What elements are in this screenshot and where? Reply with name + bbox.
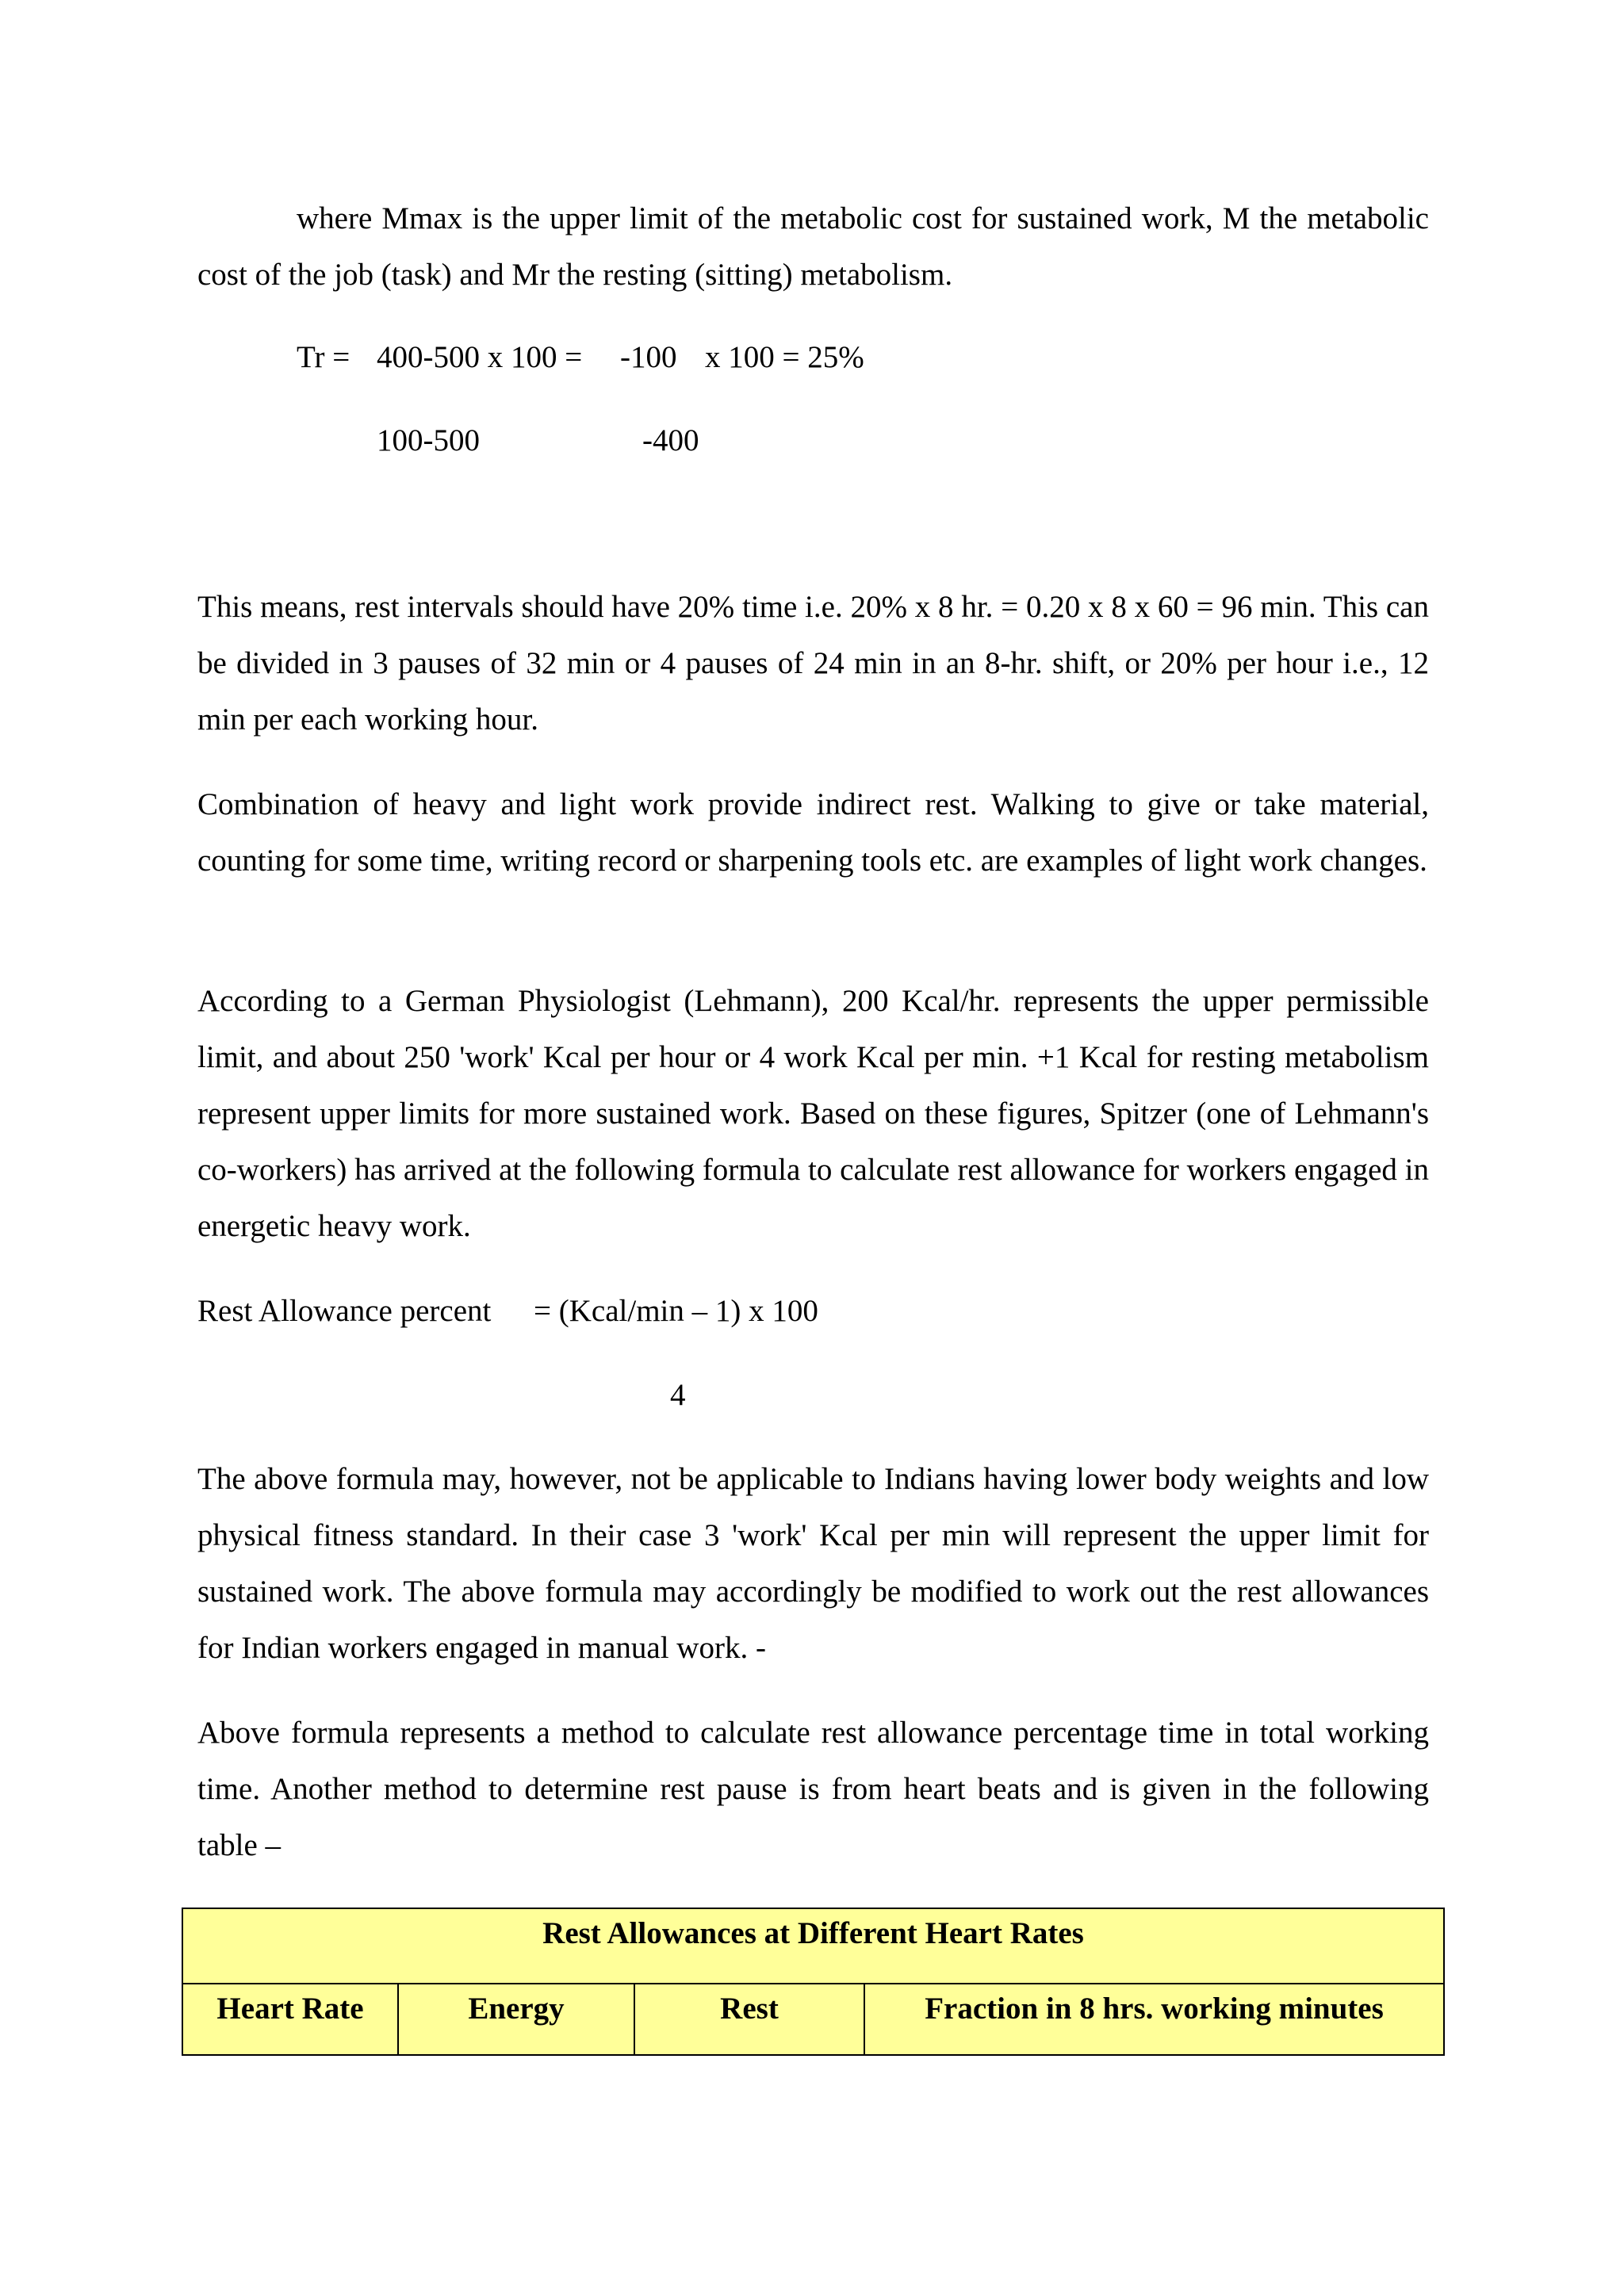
- header-heart-rate: Heart Rate: [182, 1984, 398, 2055]
- paragraph-indians: The above formula may, however, not be applicable to Indians having lower body weights and low physical fitness standard. In their case 3 'work' Kcal per min will represent the upper limit for sustained work. The above formula may accordingly be modified to work out the rest allowances for Indian workers engaged in manual work. -: [197, 1462, 1429, 1665]
- tr-formula-result-numerator: -100: [620, 340, 677, 374]
- table-title-row: [182, 1908, 1444, 1984]
- paragraph-german-physiologist: According to a German Physiologist (Lehmann), 200 Kcal/hr. represents the upper permissible limit, and about 250 'work' Kcal per hour or 4 work Kcal per min. +1 Kcal for resting metabolism represent upper limits for more sustained work. Based on these figures, Spitzer (one of Lehmann's co-workers) has arrived at the following formula to calculate rest allowance for workers engaged in energetic heavy work.: [197, 984, 1429, 1243]
- header-energy: Energy: [398, 1984, 634, 2055]
- header-fraction: Fraction in 8 hrs. working minutes: [864, 1984, 1444, 2055]
- rest-allowances-table: [182, 1908, 1445, 2056]
- table-title: Rest Allowances at Different Heart Rates: [182, 1908, 1444, 1984]
- paragraph-rest-intervals: This means, rest intervals should have 20% time i.e. 20% x 8 hr. = 0.20 x 8 x 60 = 96 min. This can be divided in 3 pauses of 32 min or 4 pauses of 24 min in an 8-hr. shift, or 20% per hour i.e., 12 min per each working hour.: [197, 590, 1429, 737]
- paragraph-where-clause: where Mmax is the upper limit of the metabolic cost for sustained work, M the metabolic cost of the job (task) and Mr the resting (sitting) metabolism.: [197, 201, 1429, 292]
- paragraph-combination: Combination of heavy and light work provide indirect rest. Walking to give or take material, counting for some time, writing record or sharpening tools etc. are examples of light work changes.: [197, 787, 1429, 878]
- paragraph-another-method: Above formula represents a method to calculate rest allowance percentage time in total working time. Another method to determine rest pause is from heart beats and is given in the following table –: [197, 1716, 1429, 1862]
- tr-formula-result-denominator: -400: [642, 423, 699, 457]
- rest-formula-label: Rest Allowance percent: [197, 1294, 492, 1328]
- tr-formula-result: x 100 = 25%: [705, 340, 864, 374]
- tr-formula-denominator: 100-500: [377, 423, 480, 457]
- header-rest: Rest: [634, 1984, 864, 2055]
- rest-formula-numerator: = (Kcal/min – 1) x 100: [534, 1294, 818, 1328]
- tr-formula-lhs: Tr =: [297, 340, 350, 374]
- rest-formula-denominator: 4: [670, 1378, 686, 1412]
- table-header-row: [182, 1984, 1444, 2055]
- tr-formula-numerator: 400-500 x 100 =: [377, 340, 583, 374]
